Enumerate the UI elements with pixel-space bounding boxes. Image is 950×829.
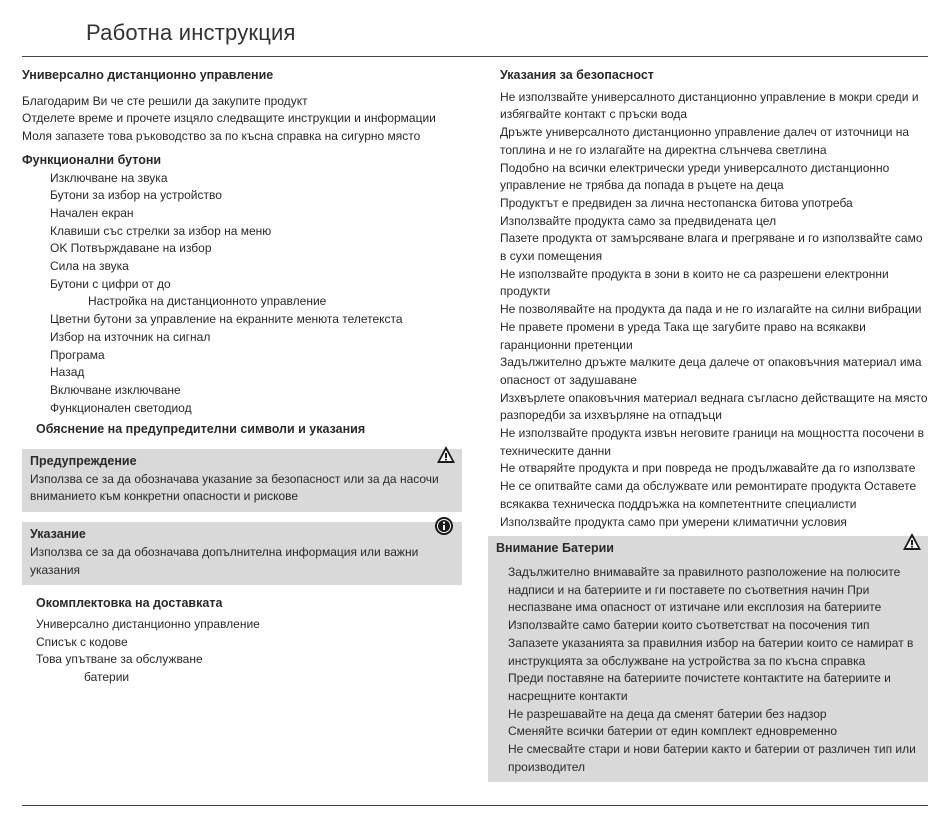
note-title: Указание [30,527,86,542]
note-text: Използва се за да обозначава допълнителна информация или важни указания [30,544,419,577]
function-item: Избор на източник на сигнал [50,329,211,344]
battery-item: Сменяйте всички батерии от един комплект едновременно [508,724,838,739]
warning-triangle-icon [436,445,456,465]
safety-item: Използвайте продукта само при умерени климатични условия [500,514,847,529]
safety-item: Не отваряйте продукта и при повреда не продължавайте да го използвате [500,461,916,476]
function-item: Сила на звука [50,259,129,274]
battery-item: Не разрешавайте на деца да сменят батерии без надзор [508,706,827,721]
safety-item: Изхвърлете опаковъчния материал веднага съгласно действащите на място разпоредби за изхвърляне на отпадъци [500,390,928,423]
function-item: Включване изключване [50,382,181,397]
warning-text: Използва се за да обозначава указание за безопасност или за да насочи вниманието към конкретни опасности и рискове [30,471,439,504]
safety-item: Не се опитвайте сами да обслужвате или ремонтирате продукта Оставете всякаква техническа поддръжка на компетентните специалисти [500,479,917,511]
battery-title: Внимание Батерии [496,541,614,556]
battery-box [488,536,928,782]
battery-item: Използвайте само батерии които съответстват на посочения тип [508,618,870,633]
function-item: Функционален светодиод [50,400,192,415]
safety-item: Не позволявайте на продукта да пада и не го излагайте на силни вибрации [500,302,922,317]
warning-title: Предупреждение [30,454,137,469]
safety-item: Задължително дръжте малките деца далече от опаковъчния материал има опасност от задушаване [500,355,922,387]
package-item: батерии [84,670,130,685]
intro-line: Моля запазете това ръководство за по късна справка на сигурно място [22,129,421,144]
note-box [22,522,462,585]
intro-line: Благодарим Ви че сте решили да закупите продукт [22,93,308,108]
battery-item: Преди поставяне на батериите почистете контактите на батериите и насрещните контакти [508,671,891,703]
package-item: Списък с кодове [36,634,128,649]
bottom-divider [22,805,928,806]
function-item: Назад [50,365,85,380]
info-circle-icon [434,516,454,536]
safety-item: Подобно на всички електрически уреди универсалното дистанционно управление не трябва да попада в ръцете на деца [500,160,890,193]
left-column [22,67,462,687]
function-item: Програма [50,347,105,362]
safety-item: Продуктът е предвиден за лична нестопанска битова употреба [500,195,853,210]
function-item: Изключване на звука [50,170,168,185]
package-heading: Окомплектовка на доставката [36,596,223,611]
battery-item: Запазете указанията за правилния избор на батерии които се намират в инструкцията за обслужване на устройства за по късна справка [508,635,914,668]
function-item: Настройка на дистанционното управление [88,294,327,309]
function-item: Бутони с цифри от до [50,276,171,291]
function-item: Цветни бутони за управление на екранните менюта телетекста [50,312,403,327]
package-item: Универсално дистанционно управление [36,616,260,631]
safety-item: Не използвайте универсалното дистанционно управление в мокри среди и избягвайте контакт с пръски вода [500,89,919,122]
function-item: Начален екран [50,205,134,220]
function-item: OK Потвърждаване на избор [50,241,212,256]
function-item: Клавиши със стрелки за избор на меню [50,223,272,238]
page-title: Работна инструкция [86,20,296,45]
symbols-heading: Обяснение на предупредителни символи и указания [36,422,366,437]
safety-item: Пазете продукта от замърсяване влага и прегряване и го използвайте само в сухи помещения [500,231,923,264]
safety-item: Дръжте универсалното дистанционно управление далеч от източници на топлина и не го излагайте на директна слънчева светлина [500,125,910,157]
safety-item: Не използвайте продукта извън неговите граници на мощността посочени в техническите данни [500,426,925,458]
safety-item: Използвайте продукта само за предвидената цел [500,213,777,228]
top-divider [22,56,928,57]
battery-item: Не смесвайте стари и нови батерии както и батерии от различен тип или производител [508,742,916,774]
functions-heading: Функционални бутони [22,152,162,167]
intro-heading: Универсално дистанционно управление [22,68,274,82]
function-item: Бутони за избор на устройство [50,188,222,203]
safety-item: Не използвайте продукта в зони в които не са разрешени електронни продукти [500,266,889,299]
warning-box [22,449,462,512]
safety-item: Не правете промени в уреда Така ще загубите право на всякакви гаранционни претенции [500,319,866,352]
battery-item: Задължително внимавайте за правилното разположение на полюсите надписи и на батериите и ги поставете по съответния начин При неспазване има опасност от изтичане или експлозия на батериите [508,564,901,615]
intro-line: Отделете време и прочете изцяло следващите инструкции и информации [22,111,436,126]
safety-list [500,89,928,532]
safety-heading: Указания за безопасност [500,68,654,82]
right-column [496,67,928,782]
package-item: Това упътване за обслужване [36,652,203,667]
warning-triangle-icon [902,532,922,552]
